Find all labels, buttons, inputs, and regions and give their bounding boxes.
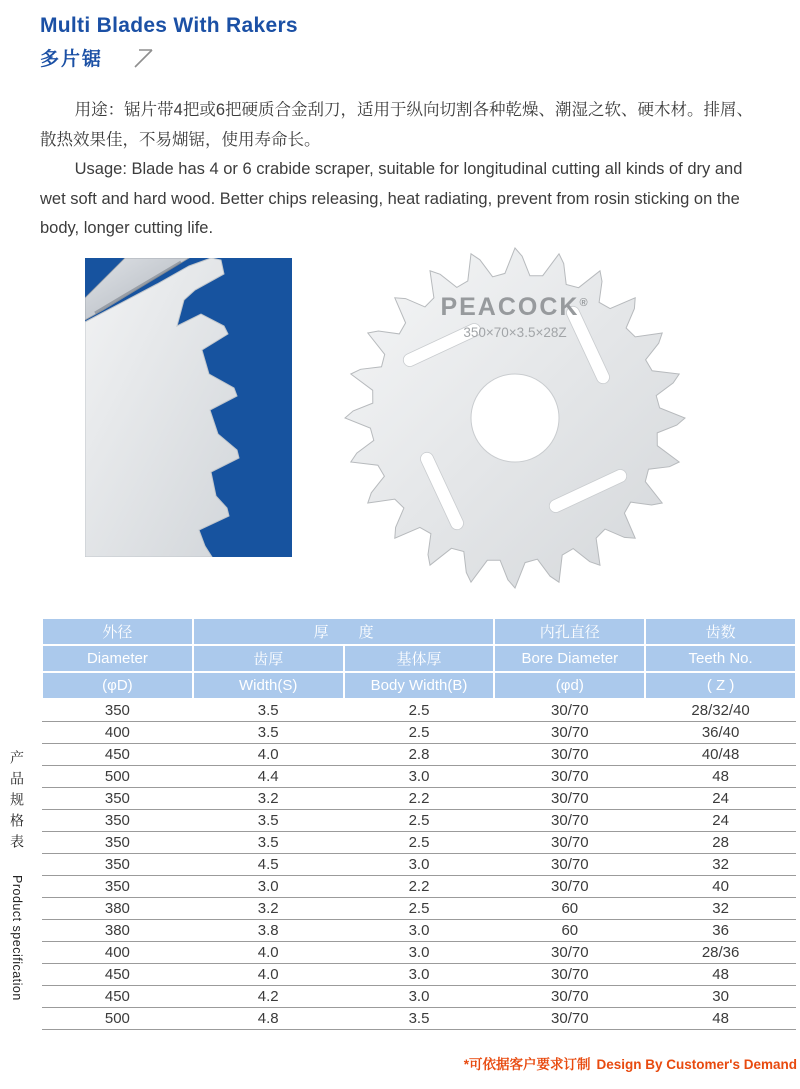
table-row	[42, 875, 796, 897]
table-cell: 30/70	[494, 809, 645, 831]
header-diameter-zh: 外径	[42, 618, 193, 645]
table-cell: 3.0	[344, 985, 495, 1007]
header-thickness-zh: 厚 度	[193, 618, 495, 645]
custom-order-note-en: Design By Customer's Demand	[596, 1057, 797, 1072]
table-cell: 2.2	[344, 787, 495, 809]
table-cell: 4.0	[193, 941, 344, 963]
table-cell: 2.5	[344, 897, 495, 919]
table-cell: 4.8	[193, 1007, 344, 1029]
table-cell: 36/40	[645, 721, 796, 743]
table-cell: 350	[42, 809, 193, 831]
table-cell: 450	[42, 985, 193, 1007]
table-cell: 2.2	[344, 875, 495, 897]
table-cell: 2.8	[344, 743, 495, 765]
table-row	[42, 853, 796, 875]
table-cell: 3.5	[193, 721, 344, 743]
custom-order-note-zh: *可依据客户要求订制	[463, 1057, 591, 1072]
table-cell: 3.0	[344, 941, 495, 963]
table-row	[42, 831, 796, 853]
table-cell: 32	[645, 853, 796, 875]
diagonal-arrow-icon	[131, 45, 157, 71]
table-cell: 3.0	[193, 875, 344, 897]
table-cell: 60	[494, 919, 645, 941]
table-cell: 24	[645, 787, 796, 809]
table-cell: 60	[494, 897, 645, 919]
table-cell: 4.0	[193, 743, 344, 765]
table-cell: 3.0	[344, 963, 495, 985]
table-cell: 24	[645, 809, 796, 831]
header-teeth-en: Teeth No.	[645, 645, 796, 672]
bore-hole	[471, 374, 559, 462]
page-title: Multi Blades With Rakers	[40, 14, 298, 37]
description-en: Usage: Blade has 4 or 6 crabide scraper, suitable for longitudinal cutting all kinds of dry and wet soft and hard wood. Better chips releasing, heat radiating, prevent from rosin sticking on the body, longer cutting life.	[40, 160, 743, 237]
header-row-en	[42, 645, 796, 672]
product-description	[40, 96, 764, 244]
blade-brand-text: PEACOCK®	[440, 293, 590, 321]
table-cell: 40	[645, 875, 796, 897]
table-cell: 3.2	[193, 787, 344, 809]
table-cell: 30/70	[494, 853, 645, 875]
table-cell: 450	[42, 963, 193, 985]
table-cell: 32	[645, 897, 796, 919]
table-cell: 48	[645, 1007, 796, 1029]
table-cell: 3.0	[344, 765, 495, 787]
table-cell: 4.5	[193, 853, 344, 875]
table-cell: 3.5	[193, 809, 344, 831]
table-cell: 2.5	[344, 831, 495, 853]
table-cell: 30/70	[494, 941, 645, 963]
table-cell: 3.8	[193, 919, 344, 941]
table-cell: 350	[42, 787, 193, 809]
table-row	[42, 963, 796, 985]
table-cell: 30/70	[494, 963, 645, 985]
page-subtitle-row	[40, 44, 157, 71]
header-tooth-width-zh: 齿厚	[193, 645, 344, 672]
table-cell: 30/70	[494, 743, 645, 765]
table-cell: 3.2	[193, 897, 344, 919]
spec-table	[41, 617, 797, 1030]
table-cell: 3.0	[344, 853, 495, 875]
table-cell: 28	[645, 831, 796, 853]
sidebar-label-zh: 产品规格表	[9, 750, 25, 855]
table-cell: 36	[645, 919, 796, 941]
table-cell: 3.5	[193, 699, 344, 721]
table-cell: 350	[42, 875, 193, 897]
table-cell: 500	[42, 1007, 193, 1029]
table-row	[42, 743, 796, 765]
table-row	[42, 1007, 796, 1029]
table-cell: 350	[42, 831, 193, 853]
blade-product-photo	[310, 243, 720, 595]
sidebar-section-label	[7, 750, 27, 1001]
header-diameter-en: Diameter	[42, 645, 193, 672]
table-cell: 30/70	[494, 721, 645, 743]
table-cell: 30/70	[494, 985, 645, 1007]
header-teeth-symbol: ( Z )	[645, 672, 796, 699]
table-row	[42, 941, 796, 963]
blade-closeup-photo	[85, 258, 292, 557]
table-row	[42, 765, 796, 787]
table-cell: 3.5	[193, 831, 344, 853]
table-row	[42, 721, 796, 743]
table-cell: 40/48	[645, 743, 796, 765]
table-row	[42, 787, 796, 809]
table-cell: 3.5	[344, 1007, 495, 1029]
table-cell: 350	[42, 853, 193, 875]
sidebar-label-en: Product specification	[10, 875, 24, 1002]
table-row	[42, 897, 796, 919]
table-cell: 450	[42, 743, 193, 765]
table-cell: 2.5	[344, 809, 495, 831]
table-cell: 4.4	[193, 765, 344, 787]
table-cell: 400	[42, 941, 193, 963]
table-cell: 4.2	[193, 985, 344, 1007]
table-cell: 48	[645, 765, 796, 787]
table-row	[42, 919, 796, 941]
table-cell: 2.5	[344, 721, 495, 743]
table-cell: 30/70	[494, 1007, 645, 1029]
table-cell: 380	[42, 897, 193, 919]
blade-spec-text: 350×70×3.5×28Z	[463, 325, 567, 340]
table-cell: 380	[42, 919, 193, 941]
header-bore-en: Bore Diameter	[494, 645, 645, 672]
header-bore-zh: 内孔直径	[494, 618, 645, 645]
table-cell: 28/36	[645, 941, 796, 963]
table-cell: 28/32/40	[645, 699, 796, 721]
header-row-zh-1	[42, 618, 796, 645]
table-cell: 4.0	[193, 963, 344, 985]
header-body-width-en: Body Width(B)	[344, 672, 495, 699]
spec-table-body	[42, 699, 796, 1029]
header-body-width-zh: 基体厚	[344, 645, 495, 672]
table-cell: 48	[645, 963, 796, 985]
custom-order-note	[41, 1053, 797, 1073]
table-cell: 400	[42, 721, 193, 743]
table-row	[42, 985, 796, 1007]
table-cell: 30	[645, 985, 796, 1007]
table-cell: 30/70	[494, 765, 645, 787]
header-diameter-symbol: (φD)	[42, 672, 193, 699]
table-cell: 2.5	[344, 699, 495, 721]
table-cell: 500	[42, 765, 193, 787]
header-tooth-width-en: Width(S)	[193, 672, 344, 699]
spec-table-head	[42, 618, 796, 699]
header-teeth-zh: 齿数	[645, 618, 796, 645]
table-row	[42, 809, 796, 831]
table-cell: 30/70	[494, 699, 645, 721]
table-cell: 30/70	[494, 831, 645, 853]
header-bore-symbol: (φd)	[494, 672, 645, 699]
description-zh: 用途：锯片带4把或6把硬质合金刮刀，适用于纵向切割各种乾燥、潮湿之软、硬木材。排屑、散热效果佳，不易煳锯，使用寿命长。	[40, 101, 753, 149]
table-cell: 350	[42, 699, 193, 721]
table-cell: 30/70	[494, 787, 645, 809]
page-title-zh: 多片锯	[40, 49, 104, 70]
table-cell: 30/70	[494, 875, 645, 897]
table-cell: 3.0	[344, 919, 495, 941]
header-row-symbols	[42, 672, 796, 699]
table-row	[42, 699, 796, 721]
